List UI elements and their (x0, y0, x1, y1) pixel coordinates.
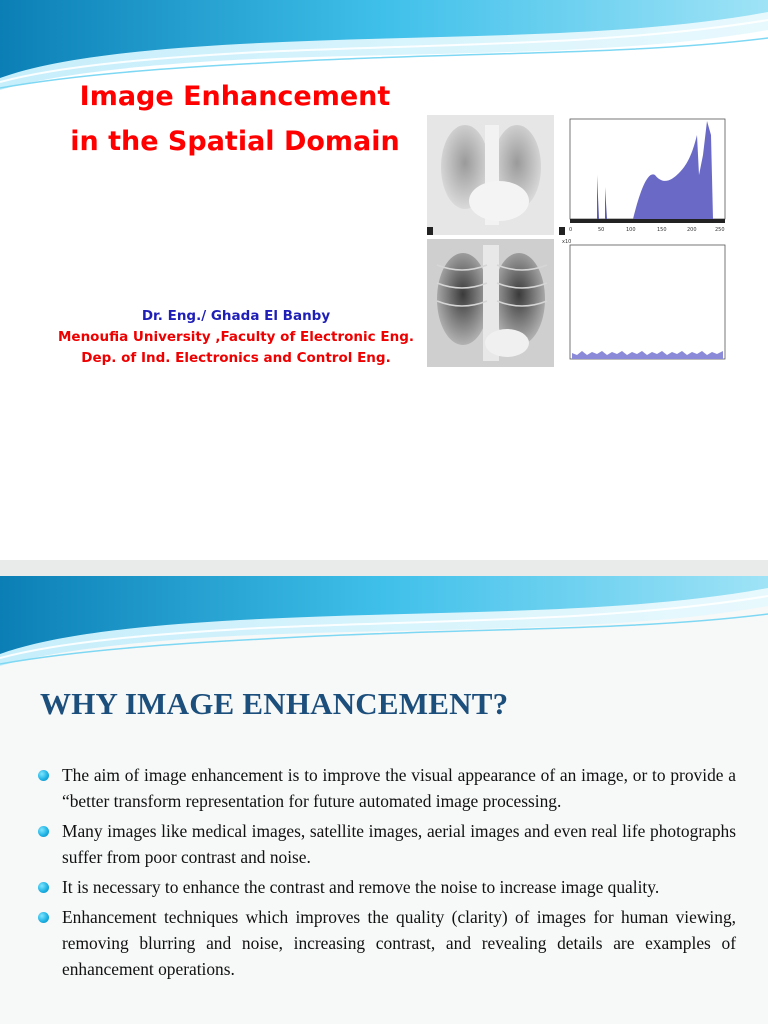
bullet-text: It is necessary to enhance the contrast and remove the noise to increase image quality. (62, 877, 660, 897)
author-block (20, 306, 452, 369)
title-line-1: Image Enhancement (79, 81, 391, 112)
title-line-2: in the Spatial Domain (70, 126, 400, 157)
slide-separator (0, 560, 768, 576)
bullet-dot-icon (38, 882, 49, 893)
content-slide (0, 576, 768, 1024)
slide-heading: WHY IMAGE ENHANCEMENT? (40, 686, 509, 721)
affiliation-university: Menoufia University ,Faculty of Electronic Eng. (57, 329, 414, 345)
bullet-text: The aim of image enhancement is to improve the visual appearance of an image, or to provide a “better transform representation for future automated image processing. (62, 765, 736, 811)
xray-original-image (427, 115, 554, 235)
svg-text:0: 0 (569, 227, 573, 233)
bullet-text: Enhancement techniques which improves the quality (clarity) of images for human viewing, removing blurring and noise, increasing contrast, and revealing details are examples of enhancement operations. (62, 907, 736, 979)
list-item (36, 818, 736, 870)
figure-graphic (427, 115, 731, 367)
bullet-list (36, 762, 736, 986)
svg-text:100: 100 (626, 227, 636, 233)
histogram-original (559, 115, 731, 235)
author-name: Dr. Eng./ Ghada El Banby (141, 308, 331, 324)
svg-text:250: 250 (715, 227, 725, 233)
svg-text:200: 200 (687, 227, 697, 233)
affiliation-department: Dep. of Ind. Electronics and Control Eng. (81, 350, 391, 366)
list-item (36, 904, 736, 982)
list-item (36, 874, 736, 900)
histogram-enhanced (559, 239, 731, 367)
bullet-dot-icon (38, 826, 49, 837)
svg-text:150: 150 (657, 227, 667, 233)
bullet-dot-icon (38, 912, 49, 923)
slide-title (40, 74, 430, 164)
svg-text:x10: x10 (562, 239, 572, 245)
bullet-text: Many images like medical images, satellite images, aerial images and even real life photographs suffer from poor contrast and noise. (62, 821, 736, 867)
wave-header-decoration (0, 576, 768, 676)
svg-text:50: 50 (598, 227, 605, 233)
list-item (36, 762, 736, 814)
xray-histogram-figure (427, 115, 731, 367)
bullet-dot-icon (38, 770, 49, 781)
